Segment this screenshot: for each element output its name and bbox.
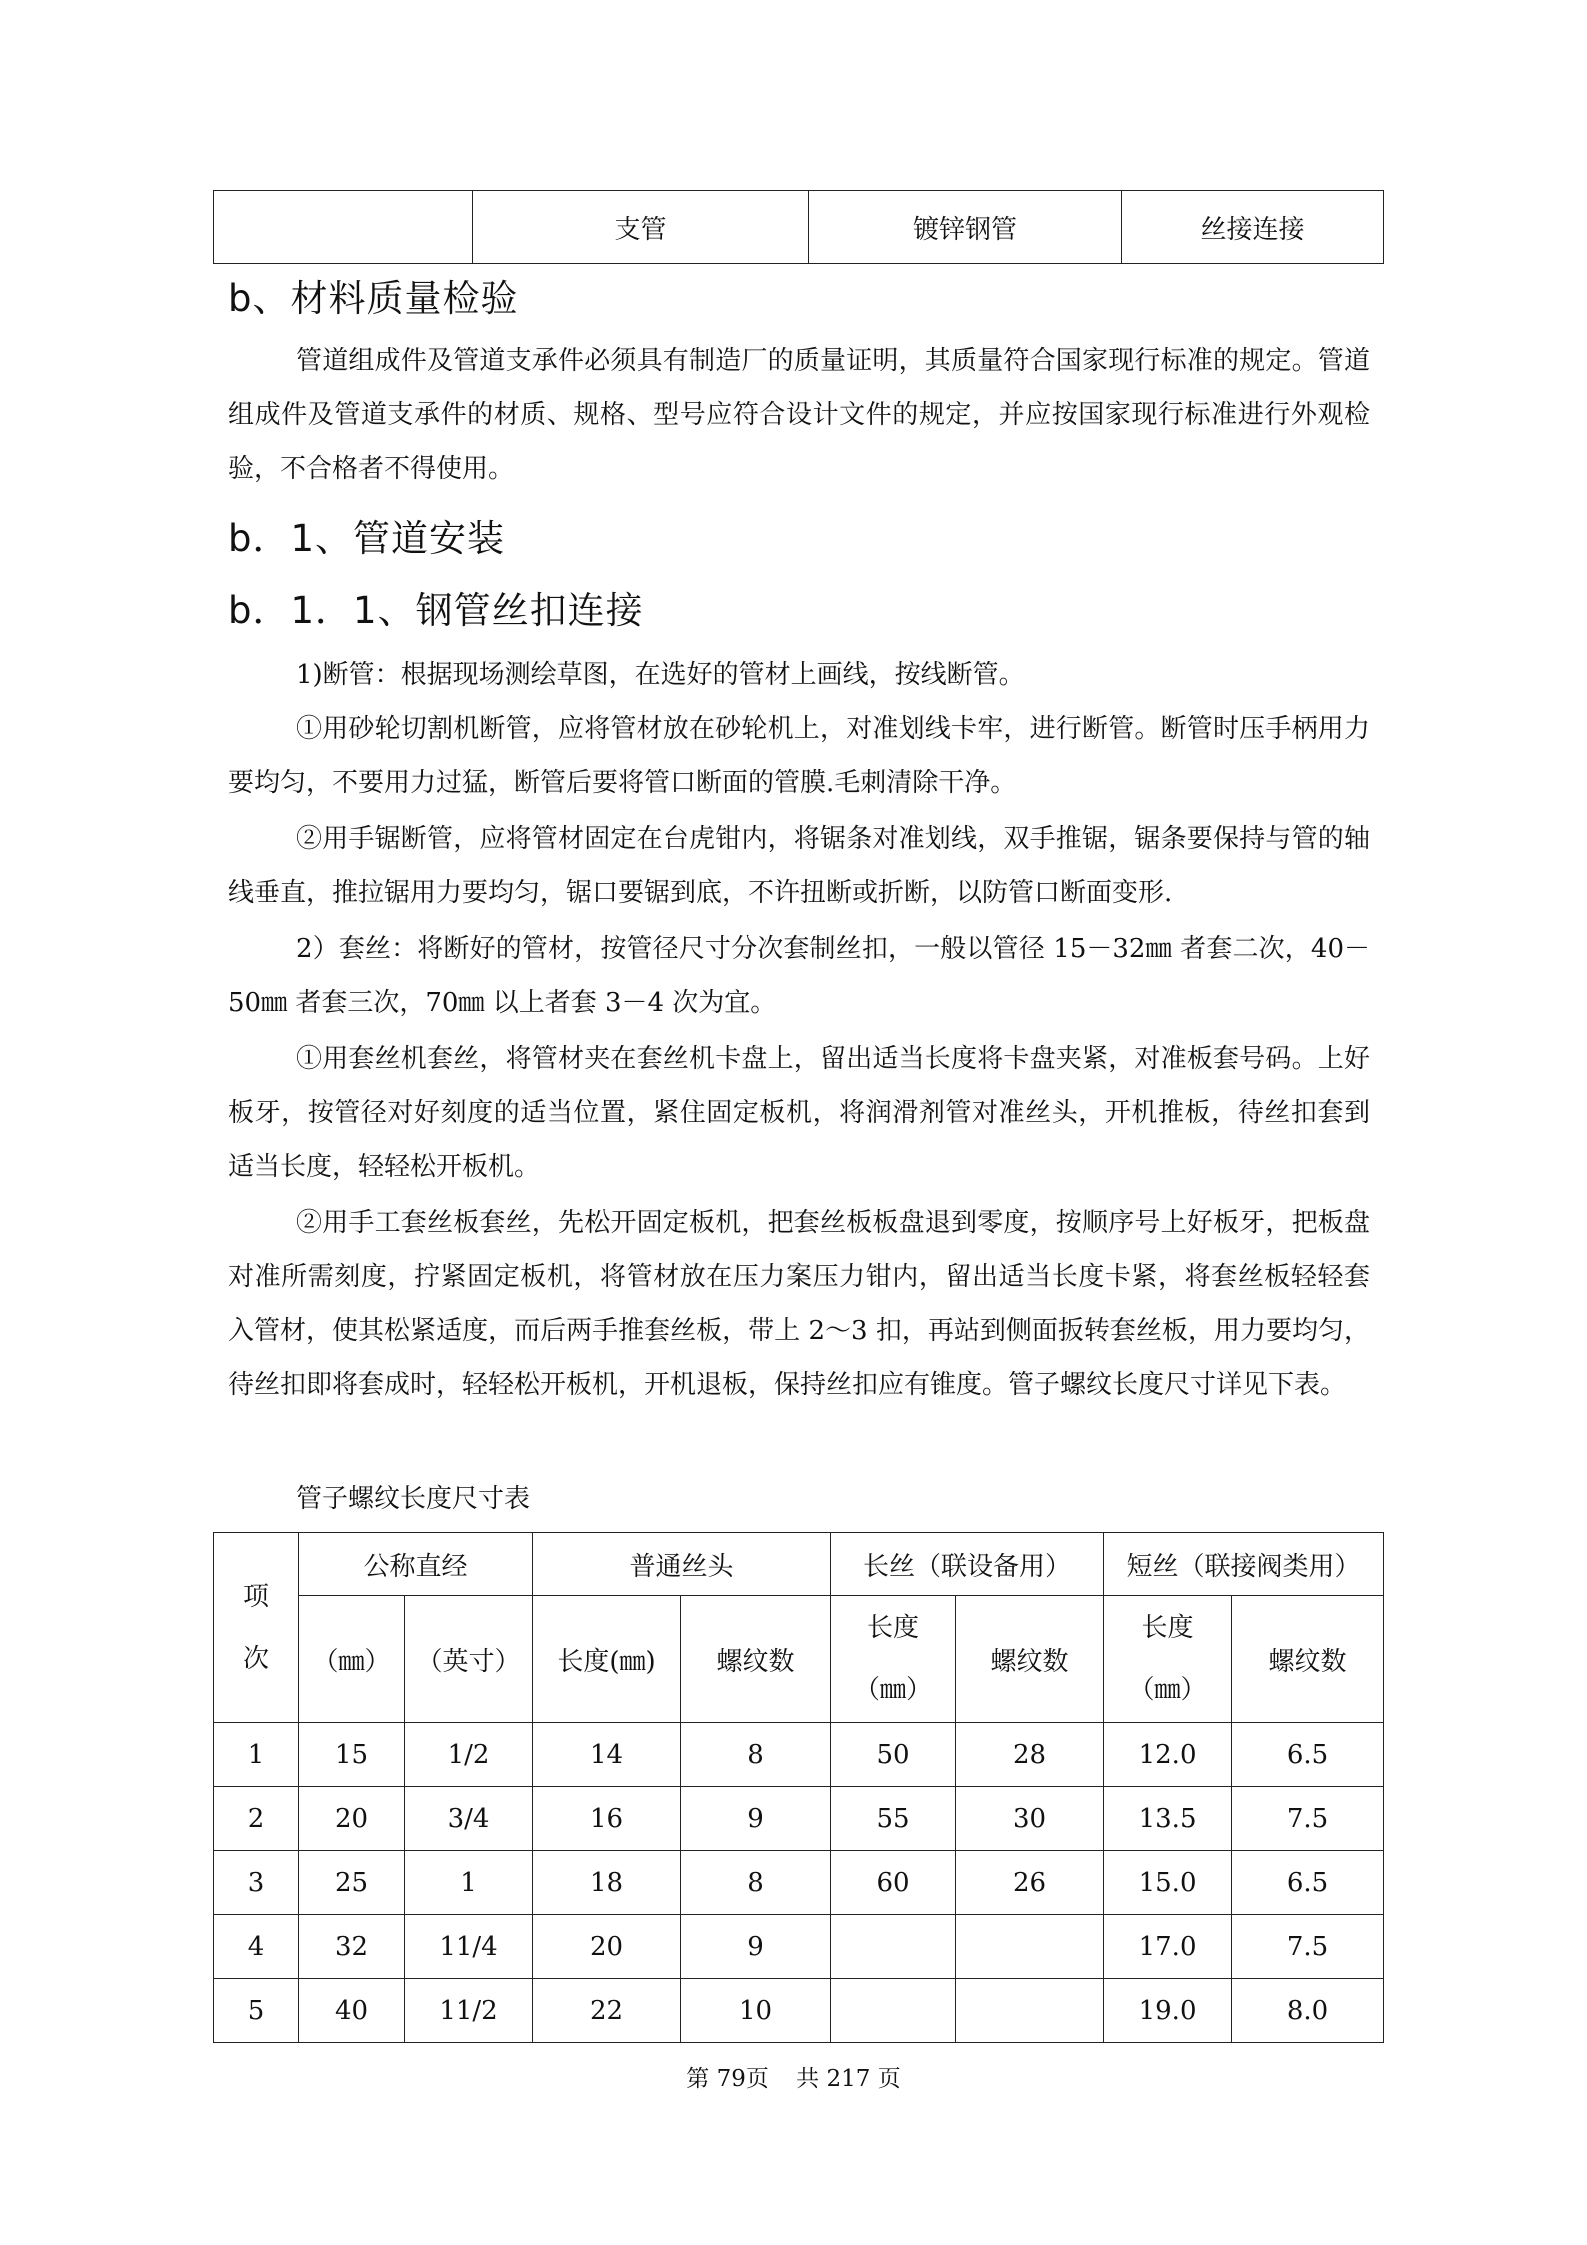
- pipe-spec-table-tail: [213, 190, 1384, 264]
- header-length-mm: 长度(㎜): [533, 1596, 681, 1723]
- table-cell: 6.5: [1232, 1723, 1384, 1787]
- header-turns: 螺纹数: [681, 1596, 831, 1723]
- table-cell: 60: [831, 1851, 956, 1915]
- header-short: 短丝（联接阀类用）: [1104, 1533, 1384, 1596]
- header-mm: （㎜）: [299, 1596, 405, 1723]
- table-cell: 26: [956, 1851, 1104, 1915]
- table-cell: 支管: [473, 191, 809, 264]
- table-row: [214, 1723, 1384, 1787]
- table-cell: 12.0: [1104, 1723, 1232, 1787]
- header-long-turns: 螺纹数: [956, 1596, 1104, 1723]
- table-header-row: [214, 1596, 1384, 1723]
- table-cell: 3: [214, 1851, 299, 1915]
- table-cell: 19.0: [1104, 1979, 1232, 2043]
- table-cell: 13.5: [1104, 1787, 1232, 1851]
- thread-length-table: [213, 1532, 1384, 2043]
- table-cell: 20: [299, 1787, 405, 1851]
- table-cell: 16: [533, 1787, 681, 1851]
- table-cell: 丝接连接: [1122, 191, 1384, 264]
- table-cell: 18: [533, 1851, 681, 1915]
- table-cell: 10: [681, 1979, 831, 2043]
- header-length-line-1: 长度: [867, 1613, 920, 1643]
- table-cell: 30: [956, 1787, 1104, 1851]
- table-cell: 7.5: [1232, 1787, 1384, 1851]
- paragraph-cut-1: ①用砂轮切割机断管，应将管材放在砂轮机上，对准划线卡牢，进行断管。断管时压手柄用力要均匀，不要用力过猛，断管后要将管口断面的管膜.毛刺清除干净。: [228, 714, 1370, 798]
- table-cell: 5: [214, 1979, 299, 2043]
- table-cell: 15: [299, 1723, 405, 1787]
- table-cell: 7.5: [1232, 1915, 1384, 1979]
- section-heading-quality: b、材料质量检验: [228, 277, 519, 320]
- table-cell: [831, 1979, 956, 2043]
- table-row: [214, 1787, 1384, 1851]
- paragraph-thread-1: ①用套丝机套丝，将管材夹在套丝机卡盘上，留出适当长度将卡盘夹紧，对准板套号码。上好板牙，按管径对好刻度的适当位置，紧住固定板机，将润滑剂管对准丝头，开机推板，待丝扣套到适当长度，轻轻松开板机。: [228, 1044, 1370, 1182]
- table-cell: 9: [681, 1915, 831, 1979]
- table-cell: 9: [681, 1787, 831, 1851]
- table-cell: 55: [831, 1787, 956, 1851]
- header-item-cell: [214, 1533, 299, 1723]
- section-heading-install: b．1、管道安装: [228, 517, 506, 560]
- header-inch: （英寸）: [405, 1596, 533, 1723]
- table-cell: 1: [214, 1723, 299, 1787]
- table-header-row: [214, 1533, 1384, 1596]
- table-cell: 15.0: [1104, 1851, 1232, 1915]
- table-row: [214, 1915, 1384, 1979]
- header-item-line-1: 项: [242, 1581, 269, 1612]
- table-caption: 管子螺纹长度尺寸表: [296, 1484, 531, 1514]
- header-short-length: [1104, 1596, 1232, 1723]
- table-cell: [956, 1979, 1104, 2043]
- table-cell: 11/2: [405, 1979, 533, 2043]
- table-cell: 22: [533, 1979, 681, 2043]
- header-nominal: 公称直经: [299, 1533, 533, 1596]
- header-normal: 普通丝头: [533, 1533, 831, 1596]
- paragraph-cut-2: ②用手锯断管，应将管材固定在台虎钳内，将锯条对准划线，双手推锯，锯条要保持与管的轴线垂直，推拉锯用力要均匀，锯口要锯到底，不许扭断或折断，以防管口断面变形.: [228, 824, 1370, 908]
- table-cell: [956, 1915, 1104, 1979]
- paragraph-quality: 管道组成件及管道支承件必须具有制造厂的质量证明，其质量符合国家现行标准的规定。管道组成件及管道支承件的材质、规格、型号应符合设计文件的规定，并应按国家现行标准进行外观检验，不合格者不得使用。: [228, 346, 1370, 484]
- table-cell: 20: [533, 1915, 681, 1979]
- table-cell: 17.0: [1104, 1915, 1232, 1979]
- paragraph-cut: 1)断管：根据现场测绘草图，在选好的管材上画线，按线断管。: [296, 660, 1025, 690]
- table-cell: 1/2: [405, 1723, 533, 1787]
- table-row: [214, 1851, 1384, 1915]
- paragraph-thread-2: ②用手工套丝板套丝，先松开固定板机，把套丝板板盘退到零度，按顺序号上好板牙，把板盘对准所需刻度，拧紧固定板机，将管材放在压力案压力钳内，留出适当长度卡紧，将套丝板轻轻套入管材，使其松紧适度，而后两手推套丝板，带上 2～3 扣，再站到侧面扳转套丝板，用力要均匀，待丝扣即将套成时，轻轻松开板机，开机退板，保持丝扣应有锥度。管子螺纹长度尺寸详见下表。: [228, 1208, 1370, 1400]
- table-cell: 8: [681, 1723, 831, 1787]
- table-cell: [831, 1915, 956, 1979]
- page-number: 第 79页: [686, 2066, 769, 2092]
- table-cell: [214, 191, 473, 264]
- table-cell: 28: [956, 1723, 1104, 1787]
- table-cell: 4: [214, 1915, 299, 1979]
- table-cell: 11/4: [405, 1915, 533, 1979]
- paragraph-thread: 2）套丝：将断好的管材，按管径尺寸分次套制丝扣，一般以管径 15－32㎜ 者套二次，40－50㎜ 者套三次，70㎜ 以上者套 3－4 次为宜。: [228, 934, 1370, 1018]
- table-cell: 6.5: [1232, 1851, 1384, 1915]
- header-length-line-1: 长度: [1141, 1613, 1194, 1643]
- header-item-line-2: 次: [242, 1643, 269, 1674]
- table-cell: 2: [214, 1787, 299, 1851]
- table-cell: 50: [831, 1723, 956, 1787]
- header-short-turns: 螺纹数: [1232, 1596, 1384, 1723]
- table-row: [214, 1979, 1384, 2043]
- table-cell: 镀锌钢管: [809, 191, 1122, 264]
- table-cell: 25: [299, 1851, 405, 1915]
- table-cell: 32: [299, 1915, 405, 1979]
- section-heading-thread: b．1．1、钢管丝扣连接: [228, 589, 644, 632]
- table-cell: 3/4: [405, 1787, 533, 1851]
- header-long: 长丝（联设备用）: [831, 1533, 1104, 1596]
- table-row: [214, 191, 1384, 264]
- table-cell: 14: [533, 1723, 681, 1787]
- header-long-length: [831, 1596, 956, 1723]
- header-length-line-2: （㎜）: [854, 1675, 933, 1705]
- table-cell: 40: [299, 1979, 405, 2043]
- table-cell: 1: [405, 1851, 533, 1915]
- table-cell: 8: [681, 1851, 831, 1915]
- page-total: 共 217 页: [796, 2066, 901, 2092]
- page-footer: [0, 2060, 1587, 2093]
- header-length-line-2: （㎜）: [1128, 1675, 1207, 1705]
- table-cell: 8.0: [1232, 1979, 1384, 2043]
